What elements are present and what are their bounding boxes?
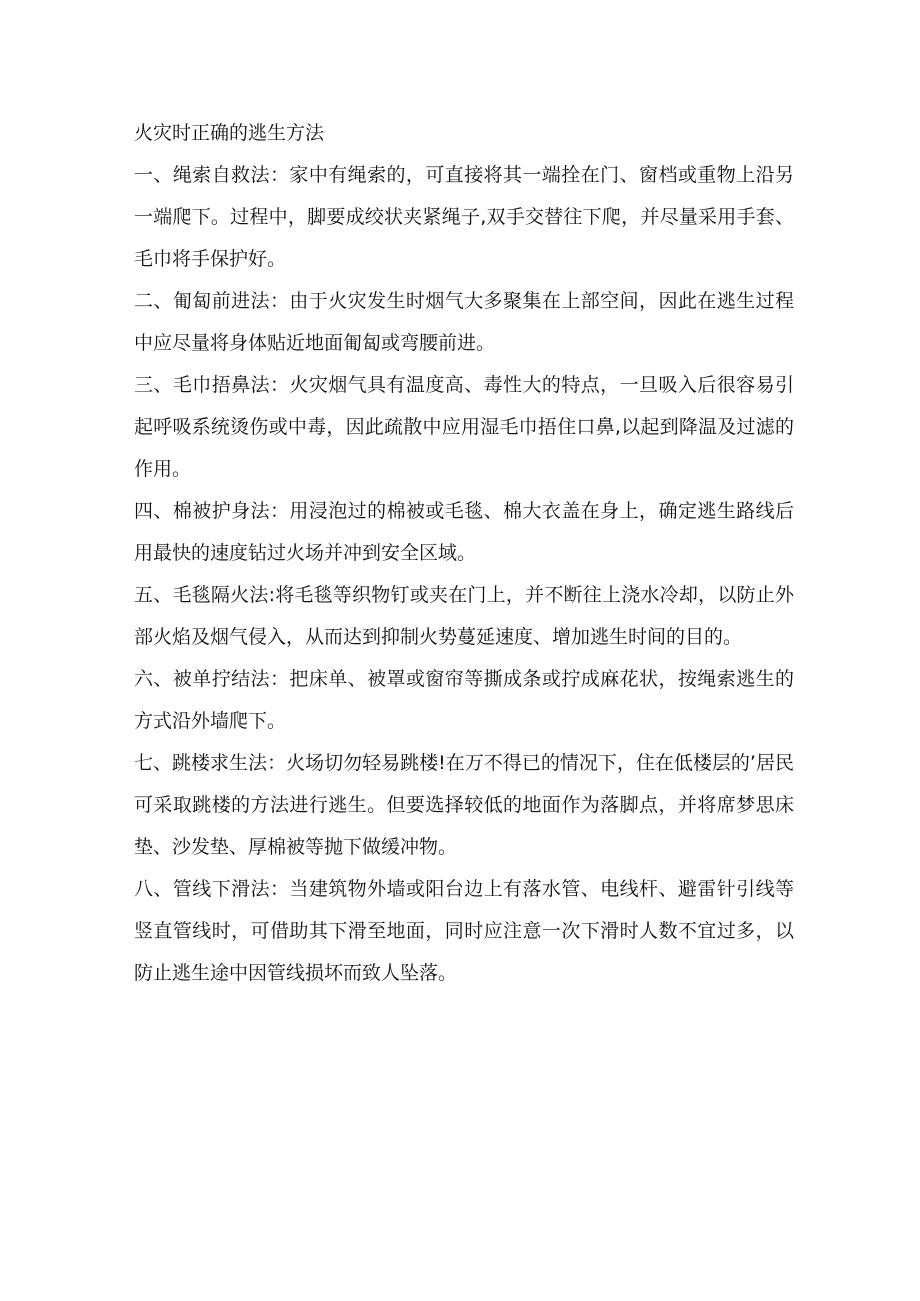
paragraph-sheet-knot-method: 六、被单拧结法：把床单、被罩或窗帘等撕成条或拧成麻花状，按绳索逃生的方式沿外墙爬下。: [134, 668, 794, 732]
paragraph-crawl-method: 二、匍匐前进法：由于火灾发生时烟气大多聚集在上部空间，因此在逃生过程中应尽量将身体贴近地面匍匐或弯腰前进。: [134, 290, 794, 354]
paragraph-quilt-method: 四、棉被护身法：用浸泡过的棉被或毛毯、棉大衣盖在身上，确定逃生路线后用最快的速度钻过火场并冲到安全区域。: [134, 500, 794, 564]
paragraph-pipe-slide-method: 八、管线下滑法：当建筑物外墙或阳台边上有落水管、电线杆、避雷针引线等竖直管线时，可借助其下滑至地面，同时应注意一次下滑时人数不宜过多，以防止逃生途中因管线损坏而致人坠落。: [134, 878, 794, 984]
paragraph-jump-method: 七、跳楼求生法：火场切勿轻易跳楼!在万不得已的情况下，住在低楼层的’居民可采取跳楼的方法进行逃生。但要选择较低的地面作为落脚点，并将席梦思床垫、沙发垫、厚棉被等抛下做缓冲物。: [134, 752, 794, 858]
paragraph-towel-method: 三、毛巾捂鼻法：火灾烟气具有温度高、毒性大的特点，一旦吸入后很容易引起呼吸系统烫伤或中毒，因此疏散中应用湿毛巾捂住口鼻,以起到降温及过滤的作用。: [134, 374, 794, 480]
document-body: [134, 112, 794, 994]
document-title: 火灾时正确的逃生方法: [134, 122, 325, 144]
paragraph-blanket-method: 五、毛毯隔火法:将毛毯等织物钉或夹在门上，并不断往上浇水冷却，以防止外部火焰及烟气侵入，从而达到抑制火势蔓延速度、增加逃生时间的目的。: [134, 584, 794, 648]
paragraph-rope-method: 一、绳索自救法：家中有绳索的，可直接将其一端拴在门、窗档或重物上沿另一端爬下。过程中，脚要成绞状夹紧绳子,双手交替往下爬，并尽量采用手套、毛巾将手保护好。: [134, 164, 794, 270]
